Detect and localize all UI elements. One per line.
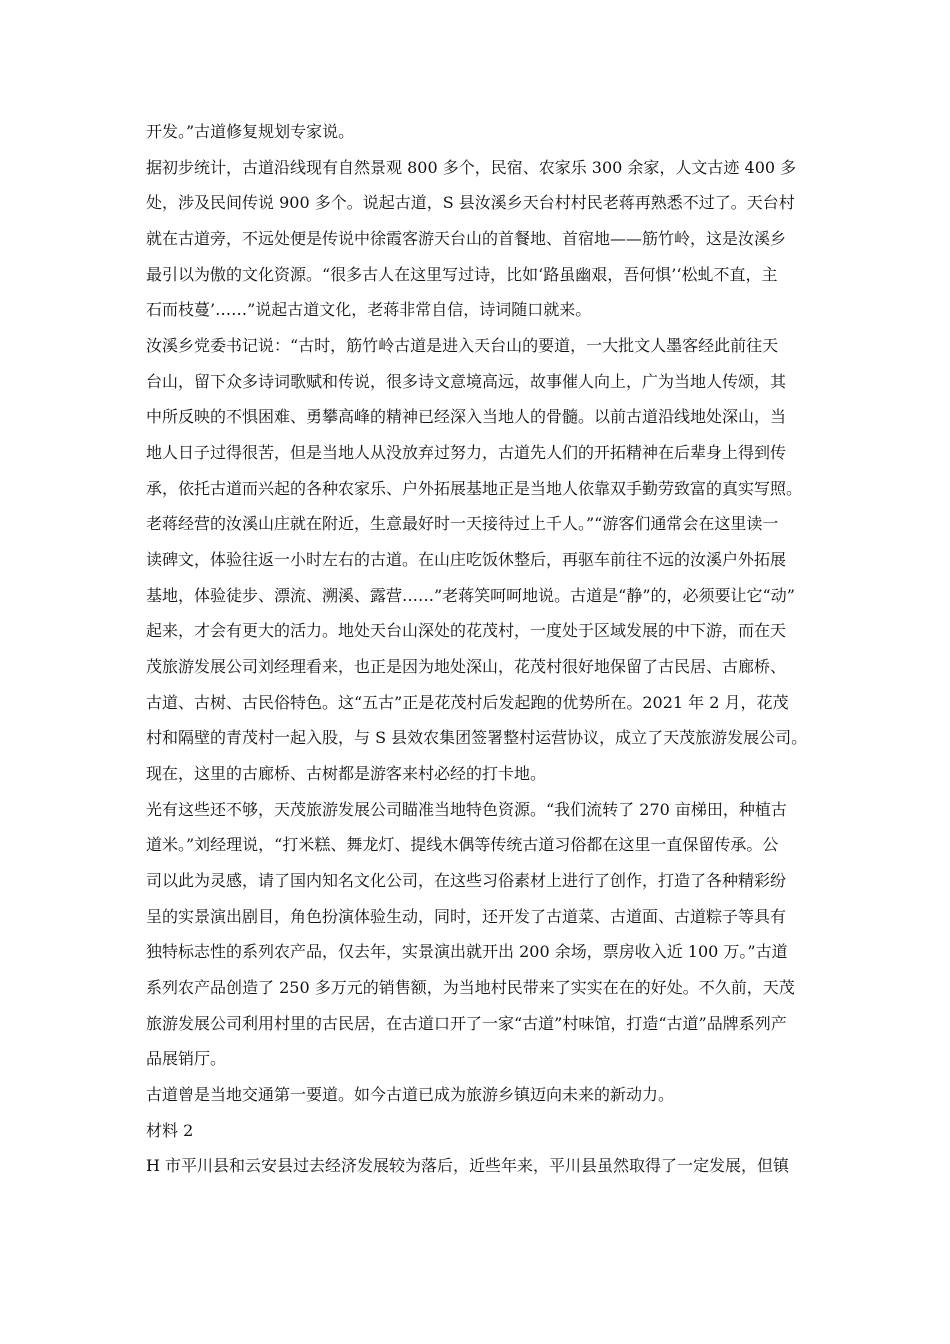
text-line: 基地，体验徒步、漂流、溯溪、露营……”老蒋笑呵呵地说。古道是“静”的，必须要让它“动”	[146, 586, 795, 605]
text-line: 最引以为傲的文化资源。“很多古人在这里写过诗，比如‘路虽幽艰，吾何惧’‘松虬不直，主	[146, 265, 778, 284]
section-heading: 材料 2	[146, 1121, 194, 1140]
text-line: 汝溪乡党委书记说：“古时，筋竹岭古道是进入天台山的要道，一大批文人墨客经此前往天	[146, 336, 779, 355]
text-line: 老蒋经营的汝溪山庄就在附近，生意最好时一天接待过上千人。”“游客们通常会在这里读一	[146, 514, 779, 533]
text-line: H 市平川县和云安县过去经济发展较为落后，近些年来，平川县虽然取得了一定发展，但镇	[146, 1156, 790, 1175]
text-line: 读碑文，体验往返一小时左右的古道。在山庄吃饭休整后，再驱车前往不远的汝溪户外拓展	[146, 550, 787, 569]
text-line: 村和隔壁的青茂村一起入股，与 S 县效农集团签署整村运营协议，成立了天茂旅游发展公司。	[146, 728, 808, 747]
text-line: 就在古道旁，不远处便是传说中徐霞客游天台山的首餐地、首宿地——筋竹岭，这是汝溪乡	[146, 229, 787, 248]
text-line: 起来，才会有更大的活力。地处天台山深处的花茂村，一度处于区域发展的中下游，而在天	[146, 621, 787, 640]
text-line: 石而枝蔓’……”说起古道文化，老蒋非常自信，诗词随口就来。	[146, 300, 592, 319]
text-line: 开发。”古道修复规划专家说。	[146, 122, 355, 141]
text-line: 旅游发展公司利用村里的古民居，在古道口开了一家“古道”村味馆，打造“古道”品牌系列产	[146, 1014, 787, 1033]
text-line: 台山，留下众多诗词歌赋和传说，很多诗文意境高远，故事催人向上，广为当地人传颂，其	[146, 372, 787, 391]
text-line: 据初步统计，古道沿线现有自然景观 800 多个，民宿、农家乐 300 余家，人文古迹 400 多	[146, 158, 797, 177]
text-line: 光有这些还不够，天茂旅游发展公司瞄准当地特色资源。“我们流转了 270 亩梯田，种植古	[146, 800, 787, 819]
text-line: 古道、古树、古民俗特色。这“五古”正是花茂村后发起跑的优势所在。2021 年 2 月，花茂	[146, 693, 789, 712]
text-line: 道米。”刘经理说，“打米糕、舞龙灯、提线木偶等传统古道习俗都在这里一直保留传承。公	[146, 835, 779, 854]
text-line: 承，依托古道而兴起的各种农家乐、户外拓展基地正是当地人依靠双手勤劳致富的真实写照。	[146, 479, 803, 498]
text-line: 处，涉及民间传说 900 多个。说起古道，S 县汝溪乡天台村村民老蒋再熟悉不过了。天台村	[146, 193, 795, 212]
text-line: 系列农产品创造了 250 多万元的销售额，为当地村民带来了实实在在的好处。不久前，天茂	[146, 978, 795, 997]
text-line: 独特标志性的系列农产品，仅去年，实景演出就开出 200 余场，票房收入近 100 万。”古道	[146, 942, 788, 961]
text-line: 地人日子过得很苦，但是当地人从没放弃过努力，古道先人们的开拓精神在后辈身上得到传	[146, 443, 787, 462]
text-line: 现在，这里的古廊桥、古树都是游客来村必经的打卡地。	[146, 764, 547, 783]
text-line: 呈的实景演出剧目，角色扮演体验生动，同时，还开发了古道菜、古道面、古道粽子等具有	[146, 907, 787, 926]
text-line: 古道曾是当地交通第一要道。如今古道已成为旅游乡镇迈向未来的新动力。	[146, 1085, 675, 1104]
text-line: 司以此为灵感，请了国内知名文化公司，在这些习俗素材上进行了创作，打造了各种精彩纷	[146, 871, 787, 890]
text-line: 中所反映的不惧困难、勇攀高峰的精神已经深入当地人的骨髓。以前古道沿线地处深山，当	[146, 407, 787, 426]
text-line: 品展销厅。	[146, 1049, 227, 1068]
text-line: 茂旅游发展公司刘经理看来，也正是因为地处深山，花茂村很好地保留了古民居、古廊桥、	[146, 657, 787, 676]
